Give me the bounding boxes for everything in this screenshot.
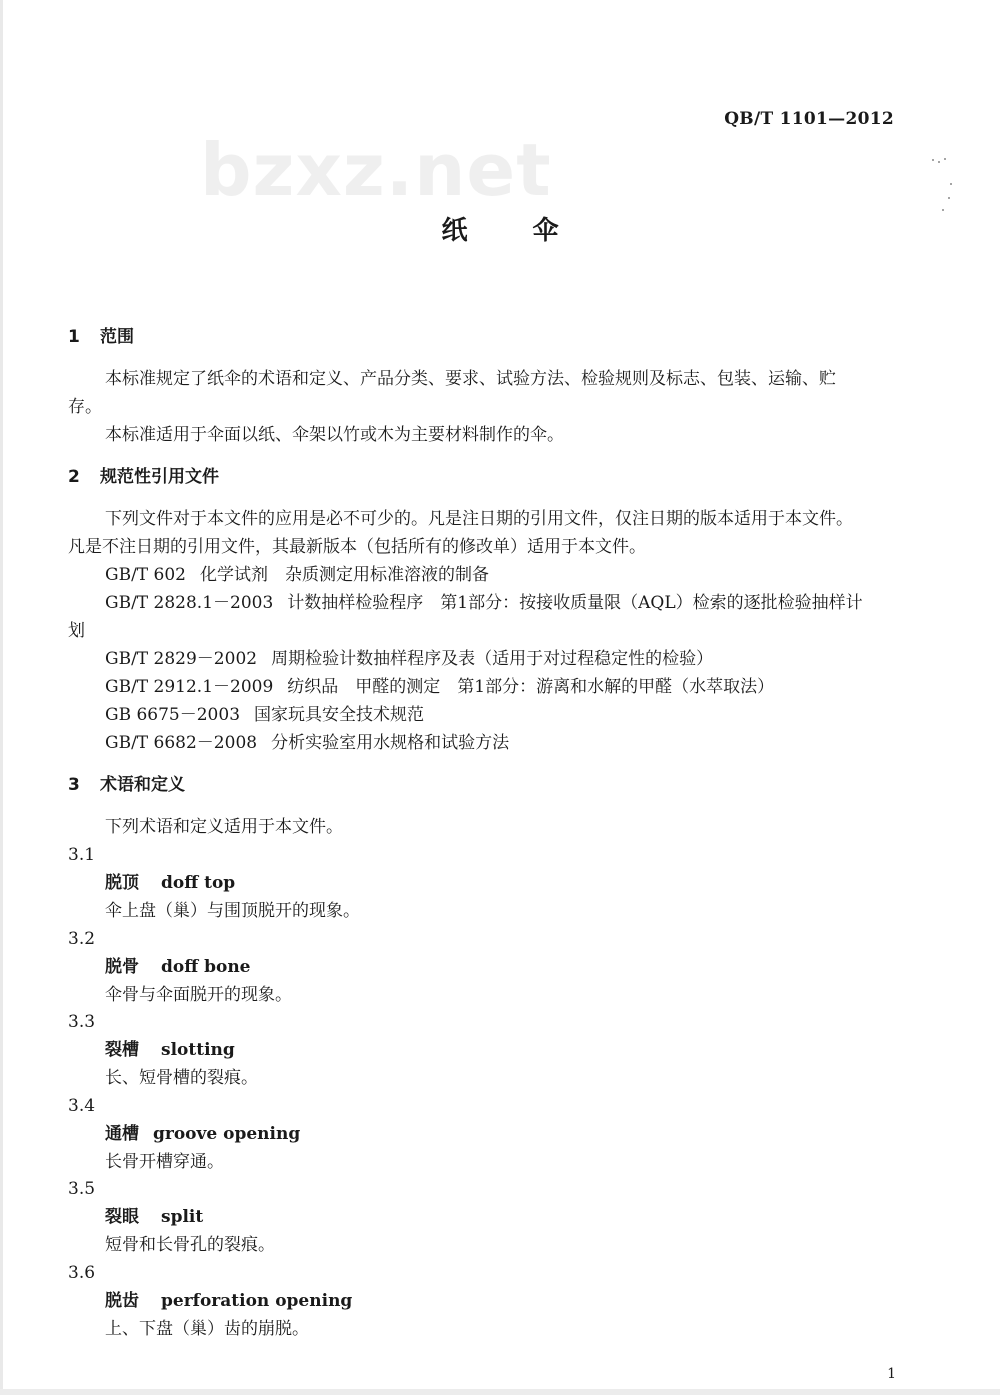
reference-item — [105, 648, 713, 670]
term-definition: 伞骨与伞面脱开的现象。 — [105, 985, 292, 1005]
page-edge-bottom — [0, 1389, 1000, 1395]
reference-code: GB 6675－2003 — [105, 705, 241, 725]
page-number: 1 — [887, 1366, 896, 1382]
term-number: 3.6 — [68, 1263, 96, 1283]
paragraph-line: 凡是不注日期的引用文件，其最新版本（包括所有的修改单）适用于本文件。 — [68, 537, 646, 557]
reference-item — [105, 704, 424, 726]
term-number: 3.3 — [68, 1012, 96, 1032]
reference-title: 纺织品 甲醛的测定 第1部分：游离和水解的甲醛（水萃取法） — [287, 677, 775, 697]
paragraph-line: 下列文件对于本文件的应用是必不可少的。凡是注日期的引用文件，仅注日期的版本适用于本文件。 — [105, 509, 853, 529]
section-heading-references — [68, 466, 219, 488]
term-number: 3.4 — [68, 1096, 96, 1116]
term-definition: 上、下盘（巢）齿的崩脱。 — [105, 1319, 309, 1339]
term-zh: 通槽 — [105, 1124, 139, 1144]
term-en: perforation opening — [161, 1291, 353, 1311]
term-definition: 伞上盘（巢）与围顶脱开的现象。 — [105, 901, 360, 921]
term-zh: 脱齿 — [105, 1291, 139, 1311]
term-en: doff bone — [161, 957, 251, 977]
paragraph-line: 本标准规定了纸伞的术语和定义、产品分类、要求、试验方法、检验规则及标志、包装、运输、贮 — [105, 369, 836, 389]
term-name — [105, 1206, 203, 1228]
term-definition: 短骨和长骨孔的裂痕。 — [105, 1235, 275, 1255]
document-title: 纸 伞 — [441, 216, 587, 246]
paragraph-line: 存。 — [68, 397, 102, 417]
section-number: 1 — [68, 327, 80, 347]
reference-code: GB/T 6682－2008 — [105, 733, 258, 753]
section-number: 3 — [68, 775, 80, 795]
term-number: 3.5 — [68, 1179, 96, 1199]
term-definition: 长、短骨槽的裂痕。 — [105, 1068, 258, 1088]
reference-item-continued: 划 — [68, 621, 85, 641]
section-title: 范围 — [100, 327, 134, 347]
reference-title: 国家玩具安全技术规范 — [254, 705, 425, 725]
reference-code: GB/T 2829－2002 — [105, 649, 258, 669]
reference-title: 计数抽样检验程序 第1部分：按接收质量限（AQL）检索的逐批检验抽样计 — [287, 593, 863, 613]
term-name — [105, 1290, 352, 1312]
term-en: groove opening — [153, 1124, 301, 1144]
standard-code: QB/T 1101—2012 — [724, 109, 894, 129]
term-zh: 脱骨 — [105, 957, 139, 977]
term-number: 3.1 — [68, 845, 96, 865]
section-number: 2 — [68, 467, 80, 487]
reference-title: 周期检验计数抽样程序及表（适用于对过程稳定性的检验） — [271, 649, 714, 669]
scan-specks — [930, 155, 960, 215]
reference-item — [105, 732, 509, 754]
reference-code: GB/T 602 — [105, 565, 186, 585]
reference-item — [105, 592, 863, 614]
term-name — [105, 956, 251, 978]
term-en: slotting — [161, 1040, 235, 1060]
reference-code: GB/T 2828.1－2003 — [105, 593, 274, 613]
paragraph-line: 下列术语和定义适用于本文件。 — [105, 817, 343, 837]
reference-code: GB/T 2912.1－2009 — [105, 677, 274, 697]
term-zh: 裂槽 — [105, 1040, 139, 1060]
term-name — [105, 1039, 235, 1061]
term-definition: 长骨开槽穿通。 — [105, 1152, 224, 1172]
reference-title: 分析实验室用水规格和试验方法 — [271, 733, 510, 753]
paragraph-line: 本标准适用于伞面以纸、伞架以竹或木为主要材料制作的伞。 — [105, 425, 564, 445]
term-zh: 脱顶 — [105, 873, 139, 893]
term-name — [105, 1123, 300, 1145]
term-name — [105, 872, 235, 894]
term-number: 3.2 — [68, 929, 96, 949]
section-heading-terms — [68, 774, 185, 796]
section-heading-scope — [68, 326, 134, 348]
section-title: 术语和定义 — [100, 775, 185, 795]
term-en: split — [161, 1207, 204, 1227]
reference-item — [105, 564, 489, 586]
term-en: doff top — [161, 873, 236, 893]
watermark: bzxz.net — [200, 128, 552, 212]
reference-title: 化学试剂 杂质测定用标准溶液的制备 — [200, 565, 489, 585]
reference-item — [105, 676, 774, 698]
section-title: 规范性引用文件 — [100, 467, 219, 487]
term-zh: 裂眼 — [105, 1207, 139, 1227]
